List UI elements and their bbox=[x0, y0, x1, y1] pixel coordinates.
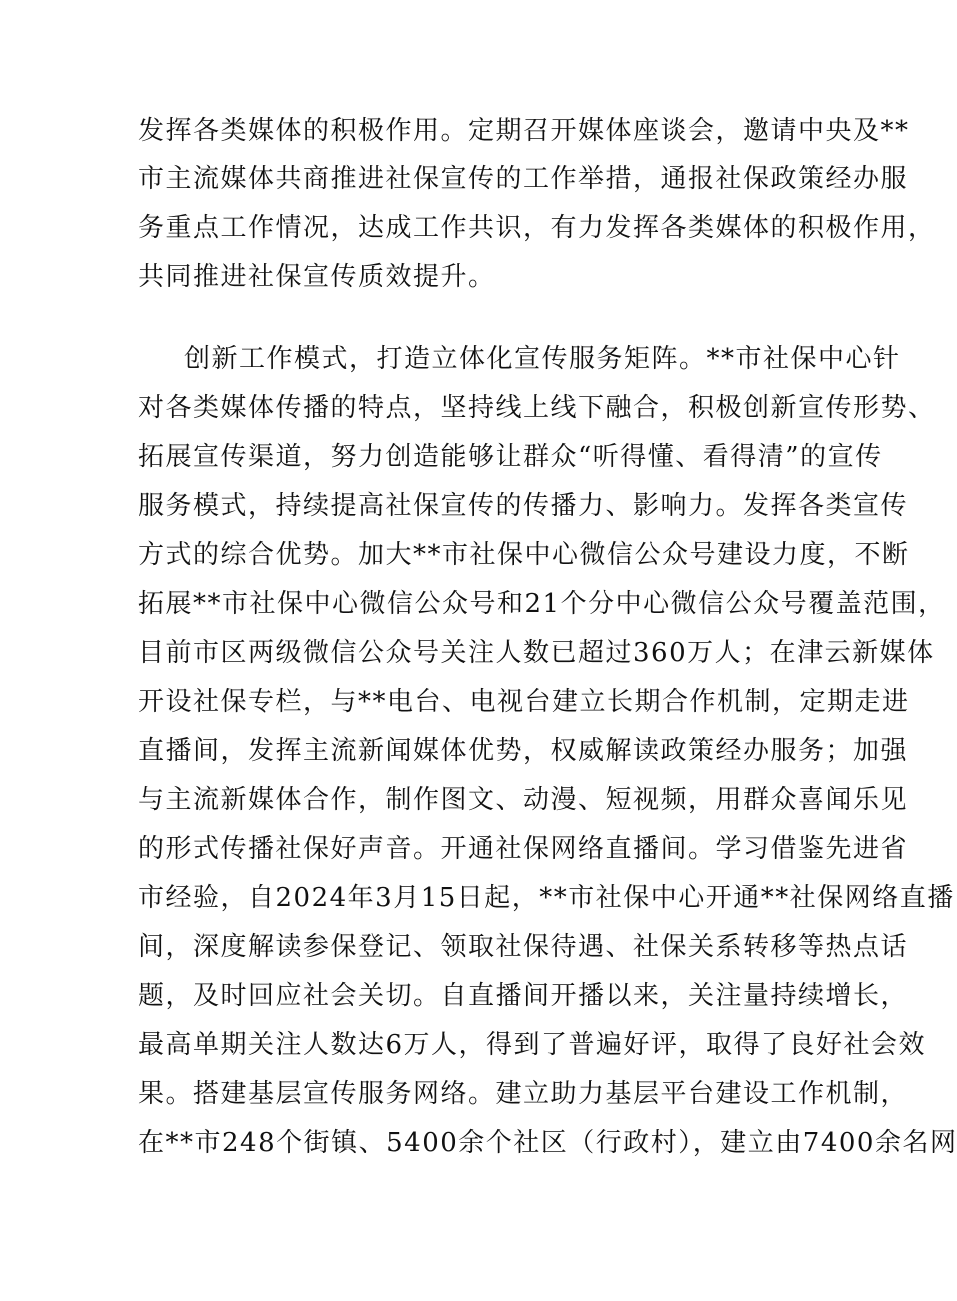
text-line: 共同推进社保宣传质效提升。 bbox=[138, 262, 496, 292]
text-line: 果。搭建基层宣传服务网络。建立助力基层平台建设工作机制， bbox=[138, 1079, 909, 1109]
text-line: 创新工作模式，打造立体化宣传服务矩阵。**市社保中心针 bbox=[184, 344, 901, 374]
text-line: 目前市区两级微信公众号关注人数已超过360万人；在津云新媒体 bbox=[138, 638, 935, 668]
text-line: 直播间，发挥主流新闻媒体优势，权威解读政策经办服务；加强 bbox=[138, 736, 909, 766]
text-line: 间，深度解读参保登记、领取社保待遇、社保关系转移等热点话 bbox=[138, 932, 909, 962]
text-line: 对各类媒体传播的特点，坚持线上线下融合，积极创新宣传形势、 bbox=[138, 393, 936, 423]
text-line: 最高单期关注人数达6万人，得到了普遍好评，取得了良好社会效 bbox=[138, 1030, 927, 1060]
text-line: 务重点工作情况，达成工作共识，有力发挥各类媒体的积极作用， bbox=[138, 213, 936, 243]
text-line: 在**市248个街镇、5400余个社区（行政村），建立由7400余名网 bbox=[138, 1128, 957, 1158]
text-line: 市主流媒体共商推进社保宣传的工作举措，通报社保政策经办服 bbox=[138, 164, 909, 194]
text-line: 服务模式，持续提高社保宣传的传播力、影响力。发挥各类宣传 bbox=[138, 491, 909, 521]
text-line: 拓展**市社保中心微信公众号和21个分中心微信公众号覆盖范围， bbox=[138, 589, 946, 619]
text-line: 开设社保专栏，与**电台、电视台建立长期合作机制，定期走进 bbox=[138, 687, 910, 717]
text-line: 发挥各类媒体的积极作用。定期召开媒体座谈会，邀请中央及** bbox=[138, 116, 910, 146]
text-line: 与主流新媒体合作，制作图文、动漫、短视频，用群众喜闻乐见 bbox=[138, 785, 909, 815]
text-line: 方式的综合优势。加大**市社保中心微信公众号建设力度，不断 bbox=[138, 540, 910, 570]
text-line: 的形式传播社保好声音。开通社保网络直播间。学习借鉴先进省 bbox=[138, 834, 909, 864]
text-line: 拓展宣传渠道，努力创造能够让群众“听得懂、看得清”的宣传 bbox=[138, 442, 883, 472]
text-line: 题，及时回应社会关切。自直播间开播以来，关注量持续增长， bbox=[138, 981, 909, 1011]
text-line: 市经验，自2024年3月15日起，**市社保中心开通**社保网络直播 bbox=[138, 883, 955, 913]
